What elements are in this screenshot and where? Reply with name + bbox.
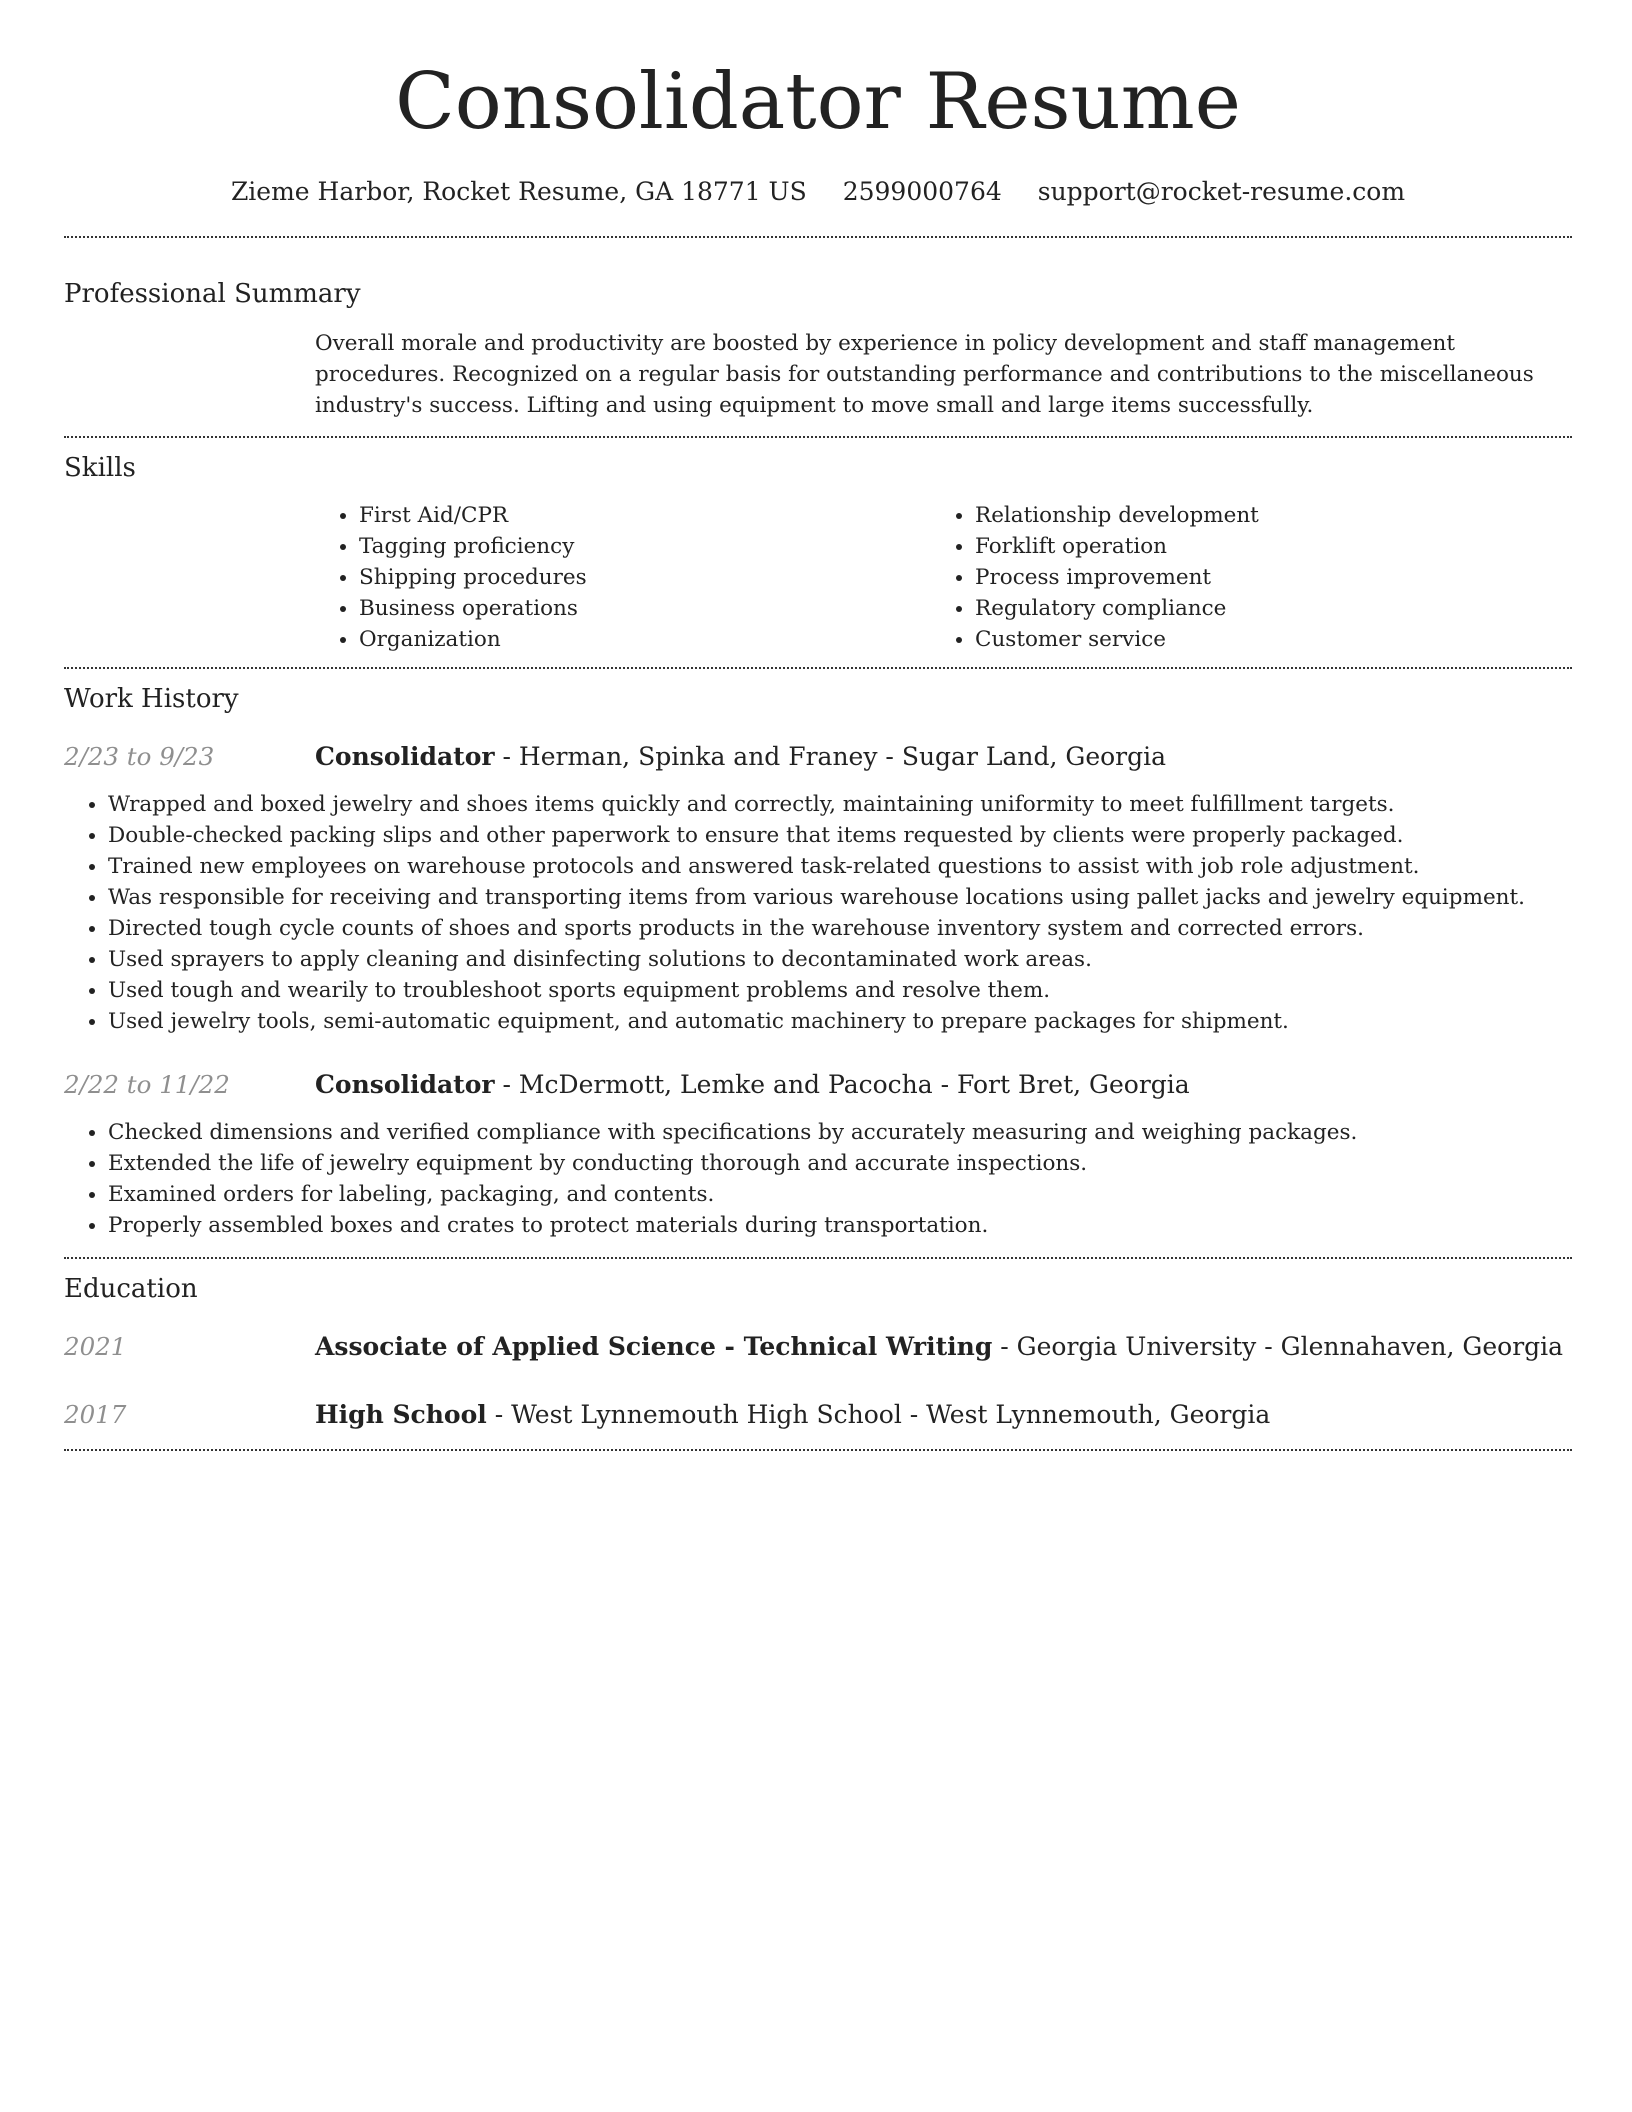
job-dates: 2/23 to 9/23 xyxy=(64,742,215,771)
skill-item: • Shipping procedures xyxy=(359,562,931,593)
skill-item: • Relationship development xyxy=(975,500,1547,531)
job-bullet: • Checked dimensions and verified compliance with specifications by accurately measuring and weighing packages. xyxy=(108,1117,1572,1148)
skill-item: • Process improvement xyxy=(975,562,1547,593)
section-skills xyxy=(64,450,1572,655)
job-bullet: • Used jewelry tools, semi-automatic equipment, and automatic machinery to prepare packages for shipment. xyxy=(108,1006,1572,1037)
job-bullet: • Used sprayers to apply cleaning and disinfecting solutions to decontaminated work areas. xyxy=(108,944,1572,975)
education-year: 2021 xyxy=(64,1332,127,1361)
job-bullets xyxy=(64,1117,1572,1241)
education-year: 2017 xyxy=(64,1400,127,1429)
education-title xyxy=(315,1397,1270,1433)
skills-list-left xyxy=(315,500,931,655)
job-entry xyxy=(64,739,1572,1037)
section-work-history xyxy=(64,681,1572,1241)
job-title xyxy=(315,739,1166,775)
summary-text: Overall morale and productivity are boosted by experience in policy development and staff management procedures. Recognized on a regular basis for outstanding performance and contributions to the miscellaneous industry's success. Lifting and using equipment to move small and large items successfully. xyxy=(315,331,1534,418)
job-bullet: • Was responsible for receiving and transporting items from various warehouse locations using pallet jacks and jewelry equipment. xyxy=(108,882,1572,913)
skill-item: • Forklift operation xyxy=(975,531,1547,562)
skill-item: • Customer service xyxy=(975,624,1547,655)
skill-item: • First Aid/CPR xyxy=(359,500,931,531)
contact-phone: 2599000764 xyxy=(842,177,1002,206)
education-school: - West Lynnemouth High School - West Lynnemouth, Georgia xyxy=(486,1400,1271,1429)
skill-item: • Business operations xyxy=(359,593,931,624)
job-entry xyxy=(64,1067,1572,1241)
job-bullet: • Properly assembled boxes and crates to protect materials during transportation. xyxy=(108,1210,1572,1241)
section-heading-education: Education xyxy=(64,1274,198,1304)
education-degree: Associate of Applied Science - Technical Writing xyxy=(315,1332,993,1361)
section-heading-skills: Skills xyxy=(64,453,136,483)
section-heading-work: Work History xyxy=(64,684,239,714)
job-header xyxy=(64,739,1572,775)
contact-line xyxy=(64,174,1572,210)
job-title xyxy=(315,1067,1190,1103)
skill-item: • Organization xyxy=(359,624,931,655)
skill-item: • Tagging proficiency xyxy=(359,531,931,562)
job-role: Consolidator xyxy=(315,1070,495,1099)
divider xyxy=(64,1257,1572,1259)
resume-page xyxy=(64,0,1572,1451)
job-bullet: • Trained new employees on warehouse protocols and answered task-related questions to assist with job role adjustment. xyxy=(108,851,1572,882)
job-dates: 2/22 to 11/22 xyxy=(64,1070,230,1099)
contact-email: support@rocket-resume.com xyxy=(1037,177,1406,206)
section-heading-summary: Professional Summary xyxy=(64,279,361,309)
divider xyxy=(64,236,1572,238)
section-education xyxy=(64,1271,1572,1433)
job-bullet: • Extended the life of jewelry equipment by conducting thorough and accurate inspections. xyxy=(108,1148,1572,1179)
education-entry xyxy=(64,1329,1572,1365)
job-bullet: • Used tough and wearily to troubleshoot sports equipment problems and resolve them. xyxy=(108,975,1572,1006)
education-school: - Georgia University - Glennahaven, Georgia xyxy=(992,1332,1564,1361)
job-bullet: • Directed tough cycle counts of shoes and sports products in the warehouse inventory system and corrected errors. xyxy=(108,913,1572,944)
contact-address: Zieme Harbor, Rocket Resume, GA 18771 US xyxy=(230,177,807,206)
education-entry xyxy=(64,1397,1572,1433)
skill-item: • Regulatory compliance xyxy=(975,593,1547,624)
education-degree: High School xyxy=(315,1400,487,1429)
job-employer: - McDermott, Lemke and Pacocha - Fort Bret, Georgia xyxy=(494,1070,1190,1099)
skills-list-right xyxy=(931,500,1547,655)
job-bullet: • Double-checked packing slips and other paperwork to ensure that items requested by clients were properly packaged. xyxy=(108,820,1572,851)
page-title: Consolidator Resume xyxy=(395,57,1241,147)
section-summary xyxy=(64,276,1572,421)
skills-columns xyxy=(315,500,1572,655)
divider xyxy=(64,436,1572,438)
divider xyxy=(64,1449,1572,1451)
job-employer: - Herman, Spinka and Franey - Sugar Land, Georgia xyxy=(494,742,1167,771)
job-bullet: • Examined orders for labeling, packaging, and contents. xyxy=(108,1179,1572,1210)
education-title xyxy=(315,1329,1563,1365)
divider xyxy=(64,667,1572,669)
job-header xyxy=(64,1067,1572,1103)
job-bullet: • Wrapped and boxed jewelry and shoes items quickly and correctly, maintaining uniformity to meet fulfillment targets. xyxy=(108,789,1572,820)
job-bullets xyxy=(64,789,1572,1037)
job-role: Consolidator xyxy=(315,742,495,771)
